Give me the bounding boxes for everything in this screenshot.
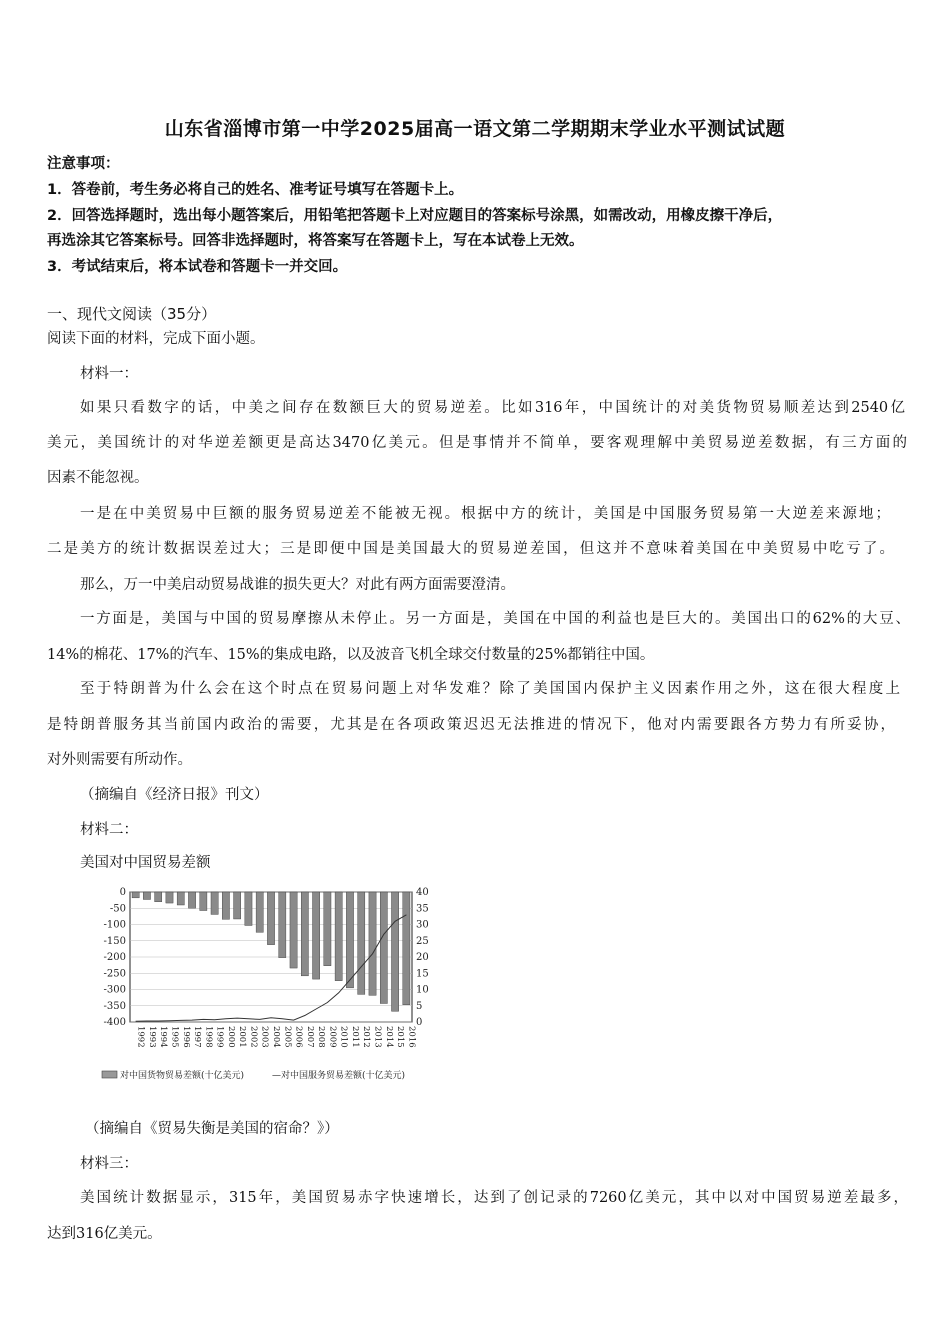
left-tick-label: -250 xyxy=(103,968,126,980)
right-tick-label: 40 xyxy=(416,887,429,898)
left-tick-label: -400 xyxy=(103,1017,126,1028)
paragraph-6-line-2: 达到316亿美元。 xyxy=(47,1226,162,1242)
x-tick-label: 2014 xyxy=(383,1026,394,1048)
x-tick-label: 2006 xyxy=(293,1026,304,1048)
right-tick-label: 20 xyxy=(416,952,429,963)
left-tick-label: -100 xyxy=(103,919,126,931)
paragraph-1-line-1: 如果只看数字的话，中美之间存在数额巨大的贸易逆差。比如316年，中国统计的对美货物贸易顺差达到2540亿 xyxy=(80,400,905,416)
notice-item-2a: 2．回答选择题时，选出每小题答案后，用铅笔把答题卡上对应题目的答案标号涂黑，如需改动，用橡皮擦干净后， xyxy=(47,208,783,224)
right-tick-label: 10 xyxy=(416,984,429,996)
bar-2008 xyxy=(313,892,320,979)
bar-1997 xyxy=(188,892,195,908)
x-tick-label: 1995 xyxy=(169,1026,180,1048)
material-3-label: 材料三： xyxy=(80,1156,138,1172)
paragraph-4-line-1: 一方面是，美国与中国的贸易摩擦从未停止。另一方面是，美国在中国的利益也是巨大的。美国出口的62%的大豆、 xyxy=(80,611,910,627)
x-tick-label: 1998 xyxy=(203,1026,214,1048)
x-tick-label: 2001 xyxy=(237,1026,248,1048)
x-tick-label: 2002 xyxy=(248,1026,259,1048)
legend-swatch-bar xyxy=(102,1071,117,1078)
left-tick-label: -50 xyxy=(109,903,126,915)
trade-balance-chart xyxy=(90,880,450,1090)
right-tick-label: 35 xyxy=(416,903,429,915)
bar-2002 xyxy=(245,892,252,925)
right-tick-label: 30 xyxy=(416,919,429,931)
x-tick-label: 1997 xyxy=(192,1026,203,1048)
notice-item-1: 1．答卷前，考生务必将自己的姓名、准考证号填写在答题卡上。 xyxy=(47,182,464,198)
paragraph-1-line-2: 美元，美国统计的对华逆差额更是高达3470亿美元。但是事情并不简单，要客观理解中美贸易逆差数据，有三方面的 xyxy=(47,435,907,451)
material-1-label: 材料一： xyxy=(80,366,138,382)
source-2: （摘编自《贸易失衡是美国的宿命？》） xyxy=(85,1121,339,1137)
bar-2011 xyxy=(346,892,353,988)
bar-2012 xyxy=(358,892,365,994)
left-tick-label: -150 xyxy=(103,935,126,947)
legend-bar-label: 对中国货物贸易差额(十亿美元) xyxy=(120,1071,245,1081)
paragraph-5-line-3: 对外则需要有所动作。 xyxy=(47,752,192,768)
bar-2014 xyxy=(380,892,387,1003)
x-tick-label: 2003 xyxy=(259,1026,270,1048)
right-tick-label: 5 xyxy=(416,1000,423,1012)
paragraph-2-line-1: 一是在中美贸易中巨额的服务贸易逆差不能被无视。根据中方的统计，美国是中国服务贸易第一大逆差来源地； xyxy=(80,506,890,522)
bar-1999 xyxy=(211,892,218,914)
bar-2000 xyxy=(222,892,229,919)
chart-title: 美国对中国贸易差额 xyxy=(80,855,211,871)
bar-1994 xyxy=(155,892,162,902)
left-tick-label: -200 xyxy=(103,952,126,963)
paragraph-6-line-1: 美国统计数据显示，315年，美国贸易赤字快速增长，达到了创记录的7260亿美元，其中以对中国贸易逆差最多， xyxy=(80,1190,908,1206)
bar-2015 xyxy=(391,892,398,1011)
paragraph-5-line-1: 至于特朗普为什么会在这个时点在贸易问题上对华发难？除了美国国内保护主义因素作用之外，这在很大程度上 xyxy=(80,681,900,697)
x-tick-label: 2009 xyxy=(327,1026,338,1048)
x-tick-label: 2004 xyxy=(271,1026,281,1048)
left-axis-ticks xyxy=(104,887,126,1028)
bar-2001 xyxy=(234,892,241,919)
page-title: 山东省淄博市第一中学2025届高一语文第二学期期末学业水平测试试题 xyxy=(164,118,786,140)
bar-2007 xyxy=(301,892,308,976)
bar-2010 xyxy=(335,892,342,981)
bar-2009 xyxy=(324,892,331,966)
legend-line-label: —对中国服务贸易差额(十亿美元) xyxy=(272,1071,406,1081)
x-tick-label: 2000 xyxy=(225,1026,236,1048)
right-tick-label: 0 xyxy=(416,1017,423,1028)
bar-2005 xyxy=(279,892,286,958)
paragraph-3: 那么，万一中美启动贸易战谁的损失更大？对此有两方面需要澄清。 xyxy=(80,577,515,593)
x-tick-label: 2016 xyxy=(406,1026,417,1048)
paragraph-1-line-3: 因素不能忽视。 xyxy=(47,470,149,486)
x-tick-label: 2005 xyxy=(282,1026,293,1048)
paragraph-5-line-2: 是特朗普服务其当前国内政治的需要，尤其是在各项政策迟迟无法推进的情况下，他对内需要跟各方势力有所妥协， xyxy=(47,717,895,733)
x-tick-label: 2008 xyxy=(316,1026,327,1048)
x-tick-label: 1996 xyxy=(180,1026,191,1048)
x-tick-label: 2010 xyxy=(338,1026,349,1048)
right-axis-ticks xyxy=(416,887,429,1028)
paragraph-2-line-2: 二是美方的统计数据误差过大；三是即便中国是美国最大的贸易逆差国，但这并不意味着美国在中美贸易中吃亏了。 xyxy=(47,541,894,557)
section-instruction: 阅读下面的材料，完成下面小题。 xyxy=(47,331,265,347)
x-tick-label: 2013 xyxy=(372,1026,383,1048)
paragraph-4-line-2: 14%的棉花、17%的汽车、15%的集成电路，以及波音飞机全球交付数量的25%都销往中国。 xyxy=(47,647,655,663)
x-tick-label: 1993 xyxy=(146,1026,157,1048)
x-axis-ticks xyxy=(136,1026,417,1048)
bar-1998 xyxy=(200,892,207,911)
right-tick-label: 15 xyxy=(416,968,429,980)
bar-1996 xyxy=(177,892,184,905)
x-tick-label: 1999 xyxy=(214,1026,225,1048)
notice-item-3: 3．考试结束后，将本试卷和答题卡一并交回。 xyxy=(47,259,348,275)
bar-2013 xyxy=(369,892,376,995)
chart-svg xyxy=(90,880,450,1090)
bar-1995 xyxy=(166,892,173,903)
left-tick-label: -300 xyxy=(103,984,126,996)
x-tick-label: 1994 xyxy=(158,1026,169,1048)
x-tick-label: 2015 xyxy=(395,1026,406,1048)
notice-heading: 注意事项： xyxy=(47,156,120,172)
bar-2006 xyxy=(290,892,297,968)
x-tick-label: 2012 xyxy=(361,1026,372,1048)
bar-1992 xyxy=(132,892,139,898)
x-tick-label: 2011 xyxy=(349,1026,360,1048)
left-tick-label: 0 xyxy=(119,887,126,898)
bar-1993 xyxy=(143,892,150,899)
source-1: （摘编自《经济日报》刊文） xyxy=(80,787,269,803)
left-tick-label: -350 xyxy=(103,1000,126,1012)
x-tick-label: 2007 xyxy=(304,1026,315,1048)
x-tick-label: 1992 xyxy=(135,1026,146,1048)
bar-2003 xyxy=(256,892,263,932)
section-heading: 一、现代文阅读（35分） xyxy=(47,305,217,323)
right-tick-label: 25 xyxy=(416,935,429,947)
bar-2004 xyxy=(267,892,274,945)
bar-2016 xyxy=(403,892,410,1005)
notice-item-2b: 再选涂其它答案标号。回答非选择题时，将答案写在答题卡上，写在本试卷上无效。 xyxy=(47,233,584,249)
material-2-label: 材料二： xyxy=(80,822,138,838)
